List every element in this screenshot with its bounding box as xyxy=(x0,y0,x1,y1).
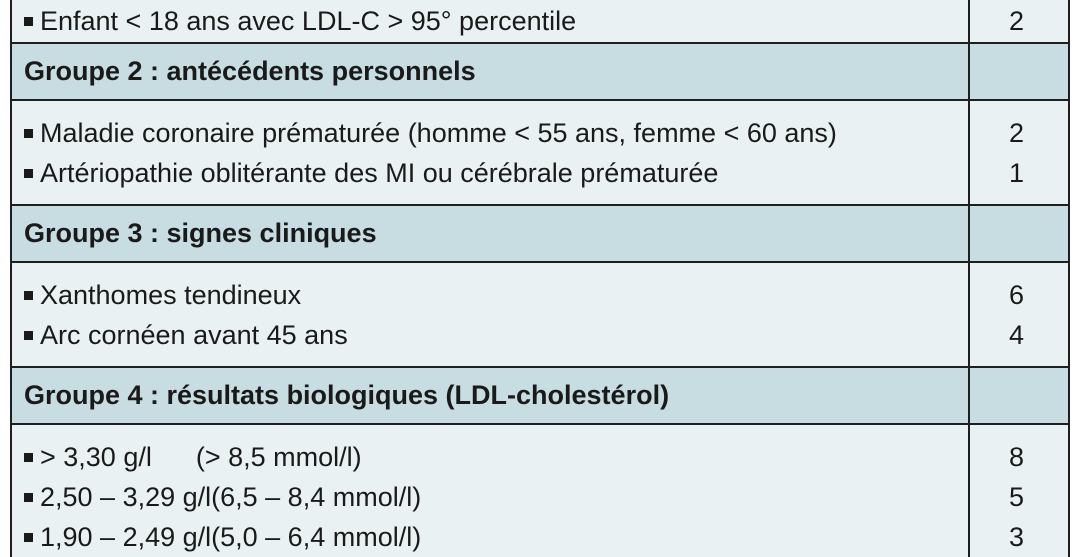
criterion-item xyxy=(24,113,968,153)
criterion-score: 4 xyxy=(1008,319,1024,350)
criterion-gl-value: > 3,30 g/l xyxy=(40,441,152,472)
group-title: Groupe 4 : résultats biologiques (LDL-cholestérol) xyxy=(12,368,970,423)
group-title: Groupe 3 : signes cliniques xyxy=(12,206,970,261)
criterion-gl-value: 1,90 – 2,49 g/l xyxy=(40,521,212,552)
group2-items-row xyxy=(12,101,1068,206)
criterion-score: 2 xyxy=(1008,5,1024,36)
criterion-item xyxy=(24,315,968,355)
group-header-score-cell xyxy=(970,206,1068,261)
criterion-label: Maladie coronaire prématurée (homme < 55 ans, femme < 60 ans) xyxy=(40,117,837,148)
criterion-item xyxy=(24,0,968,44)
bullet-icon xyxy=(24,331,33,340)
criterion-label: Arc cornéen avant 45 ans xyxy=(40,319,348,350)
criterion-label: Xanthomes tendineux xyxy=(40,279,302,310)
group2-header-row xyxy=(12,44,1068,101)
group3-items-row xyxy=(12,263,1068,368)
criterion-item xyxy=(24,517,968,557)
criterion-mmol-value: (5,0 – 6,4 mmol/l) xyxy=(211,521,422,552)
bullet-icon xyxy=(24,291,33,300)
group3-criteria-cell xyxy=(12,263,970,366)
criterion-score: 6 xyxy=(1008,279,1024,310)
group-header-score-cell xyxy=(970,368,1068,423)
bullet-icon xyxy=(24,533,33,542)
group1-items-row xyxy=(12,0,1068,44)
group2-score-cell xyxy=(970,101,1068,204)
criterion-item xyxy=(24,477,968,517)
group1-score-cell xyxy=(970,0,1068,42)
score-table xyxy=(10,0,1070,557)
group4-score-cell xyxy=(970,425,1068,557)
criterion-score: 1 xyxy=(1008,157,1024,188)
bullet-icon xyxy=(24,17,33,26)
group2-criteria-cell xyxy=(12,101,970,204)
criterion-item xyxy=(24,153,968,193)
bullet-icon xyxy=(24,169,33,178)
criterion-score: 2 xyxy=(1008,117,1024,148)
criterion-score: 3 xyxy=(1008,521,1024,552)
group-header-score-cell xyxy=(970,44,1068,99)
group1-criteria-cell xyxy=(12,0,970,42)
criterion-gl-value: 2,50 – 3,29 g/l xyxy=(40,481,212,512)
group4-criteria-cell xyxy=(12,425,970,557)
bullet-icon xyxy=(24,493,33,502)
criterion-label: Artériopathie oblitérante des MI ou cérébrale prématurée xyxy=(40,157,719,188)
criterion-item xyxy=(24,275,968,315)
group4-header-row xyxy=(12,368,1068,425)
criterion-score: 8 xyxy=(1008,441,1024,472)
group3-score-cell xyxy=(970,263,1068,366)
criterion-score: 5 xyxy=(1008,481,1024,512)
bullet-icon xyxy=(24,129,33,138)
group3-header-row xyxy=(12,206,1068,263)
group4-items-row xyxy=(12,425,1068,557)
group-title: Groupe 2 : antécédents personnels xyxy=(12,44,970,99)
criterion-item xyxy=(24,437,968,477)
bullet-icon xyxy=(24,453,33,462)
criterion-label: Enfant < 18 ans avec LDL-C > 95° percentile xyxy=(40,5,577,36)
criterion-mmol-value: (> 8,5 mmol/l) xyxy=(195,441,362,472)
criterion-mmol-value: (6,5 – 8,4 mmol/l) xyxy=(211,481,422,512)
